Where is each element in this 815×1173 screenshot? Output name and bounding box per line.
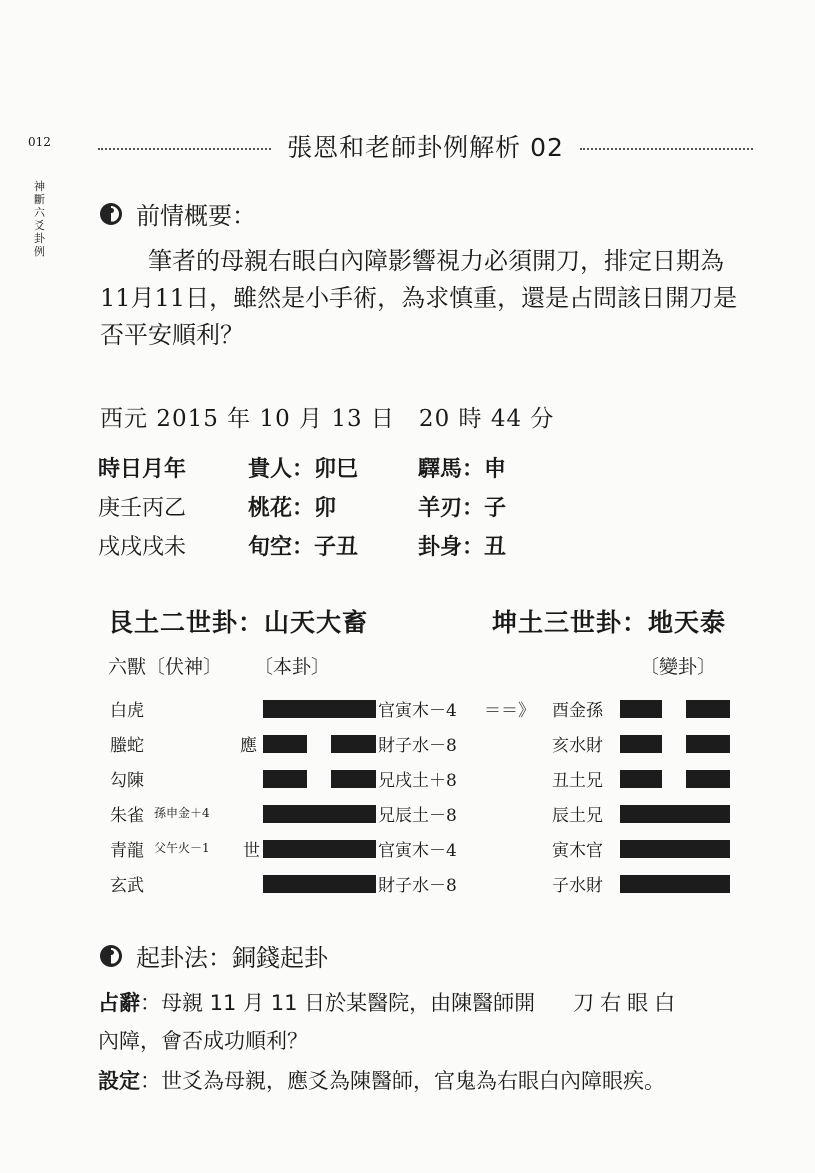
page-number: 012 [28,135,51,149]
divination-text [98,984,758,1100]
intro-line-3: 否平安順利？ [100,321,244,349]
changed-yang-line [620,840,730,858]
hidden-spirit-label: 孫申金＋4 [154,806,210,820]
hexagram-line-row [100,727,740,761]
changed-hexagram-title: 坤土三世卦：地天泰 [492,608,727,637]
hexagram-line-row [100,692,740,726]
divination-line-1: 占辭：母親 11 月 11 日於某醫院，由陳醫師開 刀右眼白 [98,991,682,1015]
yin-yang-icon [100,203,122,225]
ganzhi-cell: 卦身：丑 [418,535,507,560]
changed-yin-line-left [620,770,662,788]
hexagram-line-row [100,797,740,831]
yin-yang-icon [100,945,122,967]
six-beast-label: 玄武 [110,876,144,896]
changed-yang-line [620,805,730,823]
intro-paragraph [100,243,755,354]
changed-yang-line [620,875,730,893]
changed-yin-line-left [620,735,662,753]
ganzhi-row [98,448,588,487]
main-column-label: 〔本卦〕 [254,656,331,678]
ganzhi-cell: 時日月年 [98,457,187,482]
ganzhi-cell: 貴人：卯巳 [248,457,359,482]
main-line-label: 官寅木－4 [378,841,457,861]
ganzhi-row [98,487,588,526]
section-summary-title: 前情概要： [136,202,256,230]
divination-line-2: 內障，會否成功順利？ [98,1029,308,1053]
changed-yin-line-right [686,735,730,753]
main-line-label: 兄辰土－8 [378,806,457,826]
chapter-title: 張恩和老師卦例解析 02 [287,133,564,162]
main-hexagram-title: 艮土二世卦：山天大畜 [108,608,369,637]
main-line-label: 財子水－8 [378,876,457,896]
date-line: 西元 2015 年 10 月 13 日 20 時 44 分 [100,406,555,432]
main-yang-line [263,875,376,893]
six-beast-label: 朱雀 [110,806,144,826]
changed-line-label: 酉金孫 [552,701,603,721]
changed-line-label: 辰土兄 [552,806,603,826]
changed-line-label: 子水財 [552,876,603,896]
header-left-rule [98,148,271,150]
header-right-rule [580,148,753,150]
section-method-heading [100,938,328,973]
changed-column-label: 〔變卦〕 [640,656,717,678]
intro-line-1: 筆者的母親右眼白內障影響視力必須開刀，排定日期為 [148,247,724,275]
hexagram-line-row [100,762,740,796]
ganzhi-row [98,526,588,565]
intro-line-2: 11月11日，雖然是小手術，為求慎重，還是占問該日開刀是 [100,284,738,312]
six-beast-label: 勾陳 [110,771,144,791]
six-beast-label: 白虎 [110,701,144,721]
changed-yin-line-left [620,700,662,718]
main-yang-line [263,700,376,718]
main-yang-line [263,805,376,823]
changed-yin-line-right [686,770,730,788]
ganzhi-cell: 戌戌戌未 [98,535,187,560]
changed-line-label: 亥水財 [552,736,603,756]
main-line-label: 兄戌土＋8 [378,771,457,791]
ganzhi-table [98,448,588,565]
ganzhi-cell: 旬空：子丑 [248,535,359,560]
changed-line-label: 寅木官 [552,841,603,861]
shi-ying-marker: 世 [243,841,260,861]
chapter-header [98,128,753,164]
six-beast-label: 青龍 [110,841,144,861]
main-yin-line-right [331,735,376,753]
changed-yin-line-right [686,700,730,718]
hidden-spirit-label: 父午火－1 [154,841,210,855]
main-line-label: 官寅木－4 [378,701,457,721]
main-yin-line-left [263,735,307,753]
side-title: 神斷六爻卦例 [34,180,45,258]
main-yin-line-right [331,770,376,788]
main-line-label: 財子水－8 [378,736,457,756]
section-method-title: 起卦法：銅錢起卦 [136,944,328,972]
hexagram-line-row [100,832,740,866]
beasts-column-label: 六獸〔伏神〕 [108,656,223,678]
ganzhi-cell: 羊刃：子 [418,496,507,521]
shi-ying-marker: 應 [240,736,257,756]
ganzhi-cell: 驛馬：申 [418,457,507,482]
main-yang-line [263,840,376,858]
changed-line-label: 丑土兄 [552,771,603,791]
main-yin-line-left [263,770,307,788]
six-beast-label: 螣蛇 [110,736,144,756]
change-arrow: ＝＝》 [484,701,535,721]
section-summary-heading [100,196,256,231]
setting-line: 設定：世爻為母親，應爻為陳醫師，官鬼為右眼白內障眼疾。 [98,1069,665,1093]
ganzhi-cell: 庚壬丙乙 [98,496,187,521]
hexagram-line-row [100,867,740,901]
ganzhi-cell: 桃花：卯 [248,496,337,521]
